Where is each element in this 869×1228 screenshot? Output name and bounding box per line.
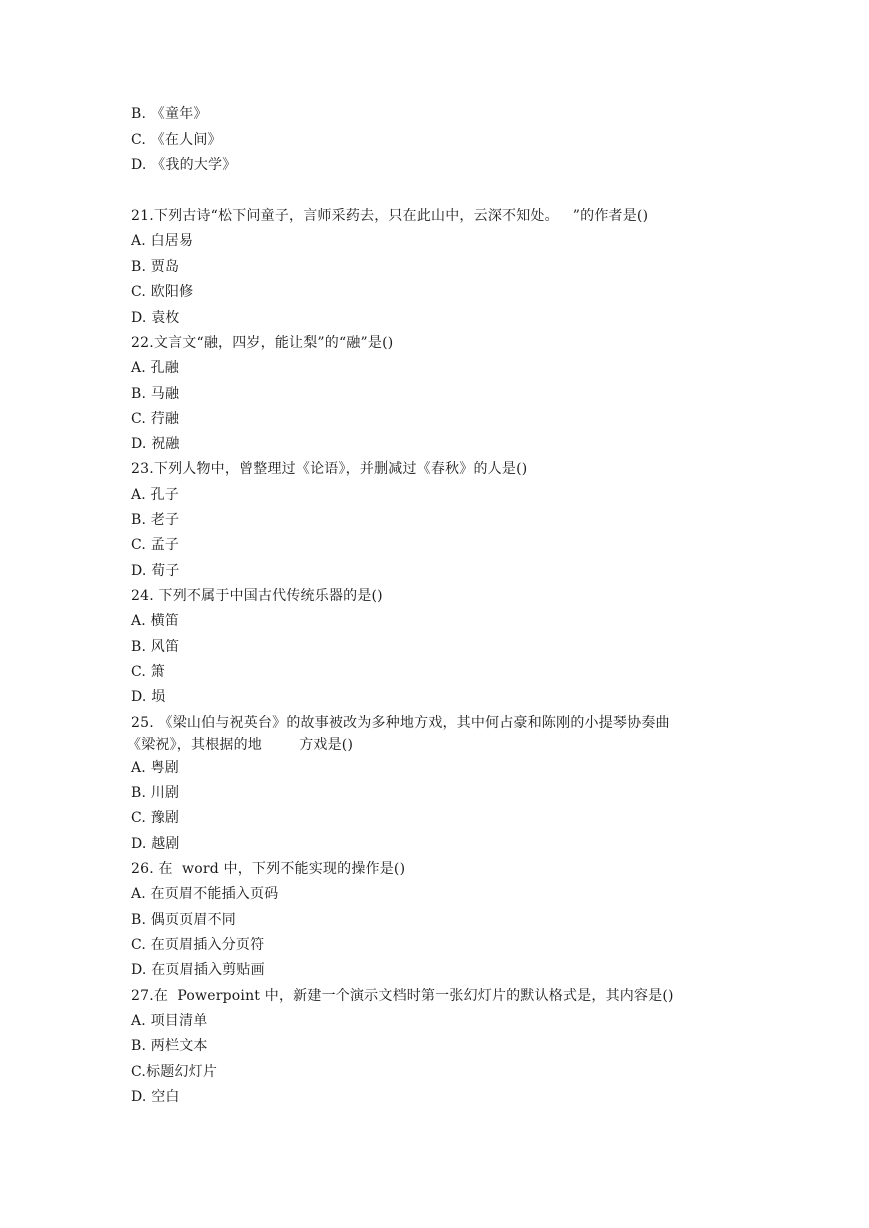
- question-23: 23.下列人物中，曾整理过《论语》，并删减过《春秋》的人是(): [131, 461, 528, 477]
- option-a-q25: A. 粤剧: [131, 760, 180, 776]
- question-27: 27.在 Powerpoint 中，新建一个演示文档时第一张幻灯片的默认格式是，其内容是(): [131, 988, 674, 1004]
- option-a-q23: A. 孔子: [131, 487, 180, 503]
- option-d-q27: D. 空白: [131, 1089, 180, 1105]
- option-a-q22: A. 孔融: [131, 360, 180, 376]
- question-25: 25. 《梁山伯与祝英台》的故事被改为多种地方戏，其中何占豪和陈刚的小提琴协奏曲: [131, 715, 670, 731]
- option-d-q21: D. 袁枚: [131, 310, 180, 326]
- option-d-q22: D. 祝融: [131, 436, 180, 452]
- option-b-q25: B. 川剧: [131, 785, 180, 801]
- question-21: 21.下列古诗“松下问童子，言师采药去，只在此山中，云深不知处。 ”的作者是(): [131, 208, 649, 224]
- option-a-q26: A. 在页眉不能插入页码: [131, 886, 279, 902]
- option-c-q26: C. 在页眉插入分页符: [131, 937, 265, 953]
- option-b-q21: B. 贾岛: [131, 259, 180, 275]
- option-b-q27: B. 两栏文本: [131, 1038, 208, 1054]
- option-c-q21: C. 欧阳修: [131, 284, 194, 300]
- option-b-q22: B. 马融: [131, 386, 180, 402]
- option-a-q21: A. 白居易: [131, 233, 194, 249]
- question-22: 22.文言文“融，四岁，能让梨”的“融”是(): [131, 335, 394, 351]
- option-d-q20: D. 《我的大学》: [131, 157, 237, 173]
- option-a-q24: A. 横笛: [131, 613, 180, 629]
- question-25-continued: 《梁祝》，其根据的地 方戏是(): [127, 737, 354, 753]
- option-a-q27: A. 项目清单: [131, 1013, 208, 1029]
- option-d-q24: D. 埙: [131, 689, 166, 705]
- option-c-q27: C.标题幻灯片: [131, 1064, 218, 1080]
- option-b-q23: B. 老子: [131, 512, 180, 528]
- option-c-q22: C. 荇融: [131, 411, 180, 427]
- option-b-q24: B. 风笛: [131, 639, 180, 655]
- option-b-q26: B. 偶页页眉不同: [131, 912, 236, 928]
- option-b-q20: B. 《童年》: [131, 106, 208, 122]
- option-c-q20: C. 《在人间》: [131, 132, 222, 148]
- option-c-q23: C. 孟子: [131, 537, 180, 553]
- question-24: 24. 下列不属于中国古代传统乐器的是(): [131, 588, 383, 604]
- option-d-q25: D. 越剧: [131, 836, 180, 852]
- option-c-q25: C. 豫剧: [131, 810, 180, 826]
- option-d-q23: D. 荀子: [131, 563, 180, 579]
- question-26: 26. 在 word 中，下列不能实现的操作是(): [131, 861, 406, 877]
- option-c-q24: C. 箫: [131, 664, 165, 680]
- option-d-q26: D. 在页眉插入剪贴画: [131, 962, 265, 978]
